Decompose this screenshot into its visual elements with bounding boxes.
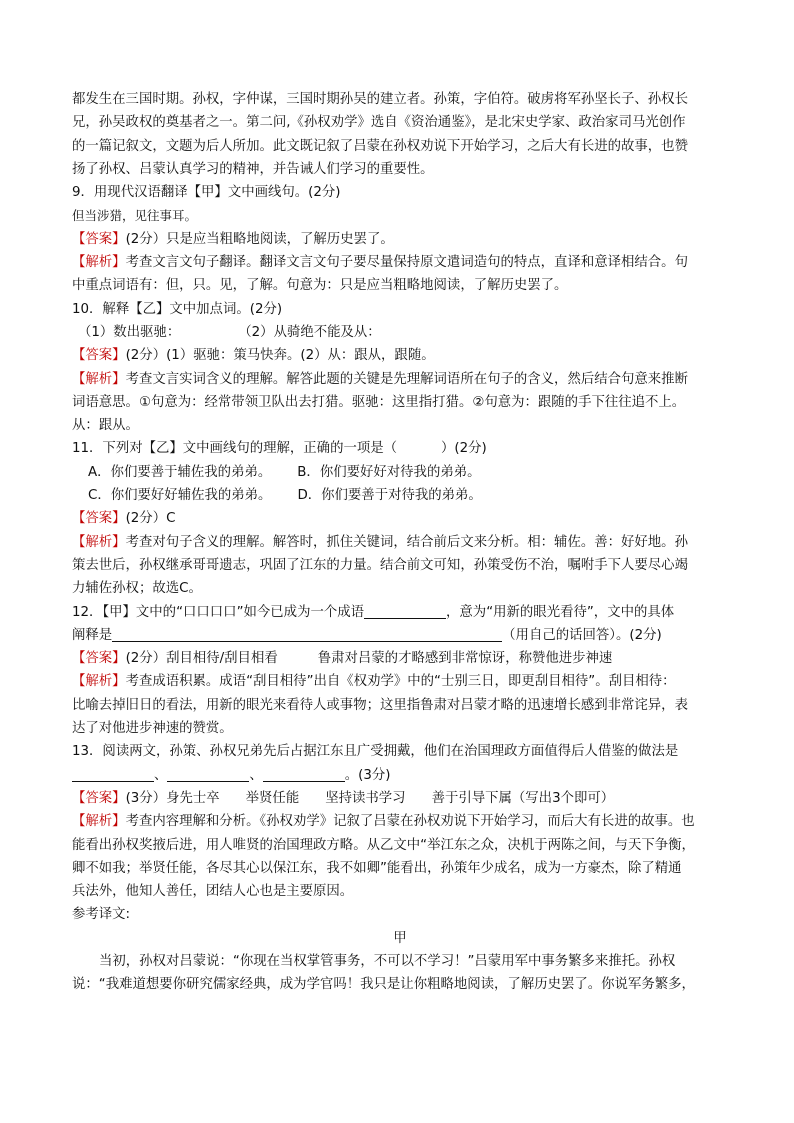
analysis-text: 卿不如我；举贤任能，各尽其心以保江东，我不如卿”能看出，孙策年少成名，成为一方豪杰，除了精通 <box>72 860 682 876</box>
question-text: 13．阅读两文，孙策、孙权兄弟先后占据江东且广受拥戴，他们在治国理政方面值得后人借鉴的做法是 <box>72 744 679 760</box>
question-text: 12．【甲】文中的“口口口口”如今已成为一个成语 <box>72 604 365 620</box>
analysis-text: 比喻去掉旧日的看法，用新的眼光来看待人或事物；这里指鲁肃对吕蒙才略的迅速增长感到非常诧异，表 <box>72 697 688 713</box>
answer-text: (2分）刮目相待/刮目相看 <box>125 651 278 667</box>
answer-text: (2分）(1）驱驰：策马快奔。(2）从：跟从，跟随。 <box>125 348 435 364</box>
answer-blank <box>364 603 446 619</box>
translation-text: 当初，孙权对吕蒙说：“你现在当权掌管事务，不可以不学习！”吕蒙用军中事务繁多来推托。孙权 <box>99 953 676 969</box>
section-label: 参考译文: <box>72 907 131 923</box>
answer-blank <box>167 766 249 782</box>
question-9 <box>72 181 728 297</box>
text-line: 兄，孙吴政权的奠基者之一。第二问,《孙权劝学》选自《资治通鉴》，是北宋史学家、政治家司马光创作 <box>72 115 686 131</box>
analysis-tag: 【解析】 <box>72 255 126 271</box>
answer-blank <box>263 766 345 782</box>
question-13 <box>72 740 728 903</box>
option-a: A．你们要善于辅佐我的弟弟。 <box>88 464 272 480</box>
text-line: 的一篇记叙文，文题为后人所加。此文既记叙了吕蒙在孙权劝说下开始学习，之后大有长进的故事，也赞 <box>72 138 688 154</box>
answer-tag: 【答案】 <box>72 511 126 527</box>
option-d: D．你们要善于对待我的弟弟。 <box>297 488 482 504</box>
handwritten-sentence: 但当涉猎，见往事耳。 <box>72 208 198 224</box>
question-text: 11．下列对【乙】文中画线句的理解，正确的一项是（ <box>72 441 398 457</box>
analysis-text: 从：跟从。 <box>72 418 139 434</box>
answer-text: 善于引导下属（写出3个即可） <box>431 790 615 806</box>
question-12 <box>72 601 728 741</box>
text-line: 扬了孙权、吕蒙认真学习的精神，并告诫人们学习的重要性。 <box>72 161 434 177</box>
question-text: ，意为“用新的眼光看待”，文中的具体 <box>446 604 675 620</box>
section-heading: 甲 <box>393 930 407 946</box>
analysis-text: 策去世后，孙权继承哥哥遗志，巩固了江东的力量。结合前文可知，孙策受伤不治，嘱咐手下人要尽心竭 <box>72 557 688 573</box>
question-text: 10．解释【乙】文中加点词。(2分) <box>72 301 283 317</box>
separator: 、 <box>249 767 263 783</box>
sub-item-2: （2）从骑绝不能及从： <box>238 324 381 340</box>
analysis-text: 力辅佐孙权；故选C。 <box>72 581 202 597</box>
answer-blank <box>112 626 502 642</box>
analysis-tag: 【解析】 <box>72 371 126 387</box>
question-10 <box>72 298 728 438</box>
answer-tag: 【答案】 <box>72 790 126 806</box>
analysis-tag: 【解析】 <box>72 814 126 830</box>
question-text: 。(3分) <box>344 767 391 783</box>
question-text: 阐释是 <box>72 627 113 643</box>
question-11 <box>72 437 728 600</box>
intro-paragraph <box>72 88 728 181</box>
document-page <box>72 88 728 997</box>
analysis-text: 词语意思。①句意为：经常带领卫队出去打猎。驱驰：这里指打猎。②句意为：跟随的手下往往追不上。 <box>72 394 686 410</box>
separator: 、 <box>154 767 168 783</box>
analysis-text: 考查对句子含义的理解。解答时，抓住关键词，结合前后文来分析。相：辅佐。善：好好地。孙 <box>125 534 688 550</box>
analysis-text: 考查内容理解和分析。《孙权劝学》记叙了吕蒙在孙权劝说下开始学习，而后大有长进的故事。也 <box>125 814 695 830</box>
answer-tag: 【答案】 <box>72 231 126 247</box>
answer-tag: 【答案】 <box>72 651 126 667</box>
reference-translation <box>72 903 728 996</box>
analysis-text: 中重点词语有：但，只。见，了解。句意为：只是应当粗略地阅读，了解历史罢了。 <box>72 278 568 294</box>
question-text: ）(2分) <box>441 441 487 457</box>
option-c: C．你们要好好辅佐我的弟弟。 <box>88 488 272 504</box>
analysis-text: 达了对他进步神速的赞赏。 <box>72 721 233 737</box>
sub-item-1: （1）数出驱驰： <box>78 324 181 340</box>
answer-blank <box>72 766 154 782</box>
answer-text: (2分）只是应当粗略地阅读，了解历史罢了。 <box>125 231 394 247</box>
translation-text: 说：“我难道想要你研究儒家经典，成为学官吗！我只是让你粗略地阅读，了解历史罢了。你说军务繁多， <box>72 977 695 993</box>
analysis-text: 能看出孙权奖掖后进，用人唯贤的治国理政方略。从乙文中“举江东之众，决机于两陈之间，与天下争衡， <box>72 837 695 853</box>
option-b: B．你们要好好对待我的弟弟。 <box>297 464 481 480</box>
analysis-text: 考查文言文句子翻译。翻译文言文句子要尽量保持原文遣词造句的特点，直译和意译相结合。句 <box>125 255 688 271</box>
analysis-text: 考查文言实词含义的理解。解答此题的关键是先理解词语所在句子的含义，然后结合句意来推断 <box>125 371 688 387</box>
analysis-tag: 【解析】 <box>72 674 126 690</box>
answer-text: 坚持读书学习 <box>325 790 406 806</box>
question-text: （用自己的话回答）。(2分) <box>502 627 662 643</box>
answer-text: (2分）C <box>125 511 176 527</box>
answer-text: 鲁肃对吕蒙的才略感到非常惊讶，称赞他进步神速 <box>317 651 613 667</box>
question-text: 9．用现代汉语翻译【甲】文中画线句。(2分) <box>72 185 341 201</box>
analysis-text: 兵法外，他知人善任，团结人心也是主要原因。 <box>72 884 354 900</box>
analysis-tag: 【解析】 <box>72 534 126 550</box>
text-line: 都发生在三国时期。孙权，字仲谋，三国时期孙吴的建立者。孙策，字伯符。破虏将军孙坚长子、孙权长 <box>72 92 688 107</box>
answer-tag: 【答案】 <box>72 348 126 364</box>
answer-text: 举贤任能 <box>245 790 300 806</box>
analysis-text: 考查成语积累。成语“刮目相待”出自《权劝学》中的“士别三日，即更刮目相待”。刮目相待： <box>125 674 676 690</box>
answer-text: (3分）身先士卒 <box>125 790 220 806</box>
